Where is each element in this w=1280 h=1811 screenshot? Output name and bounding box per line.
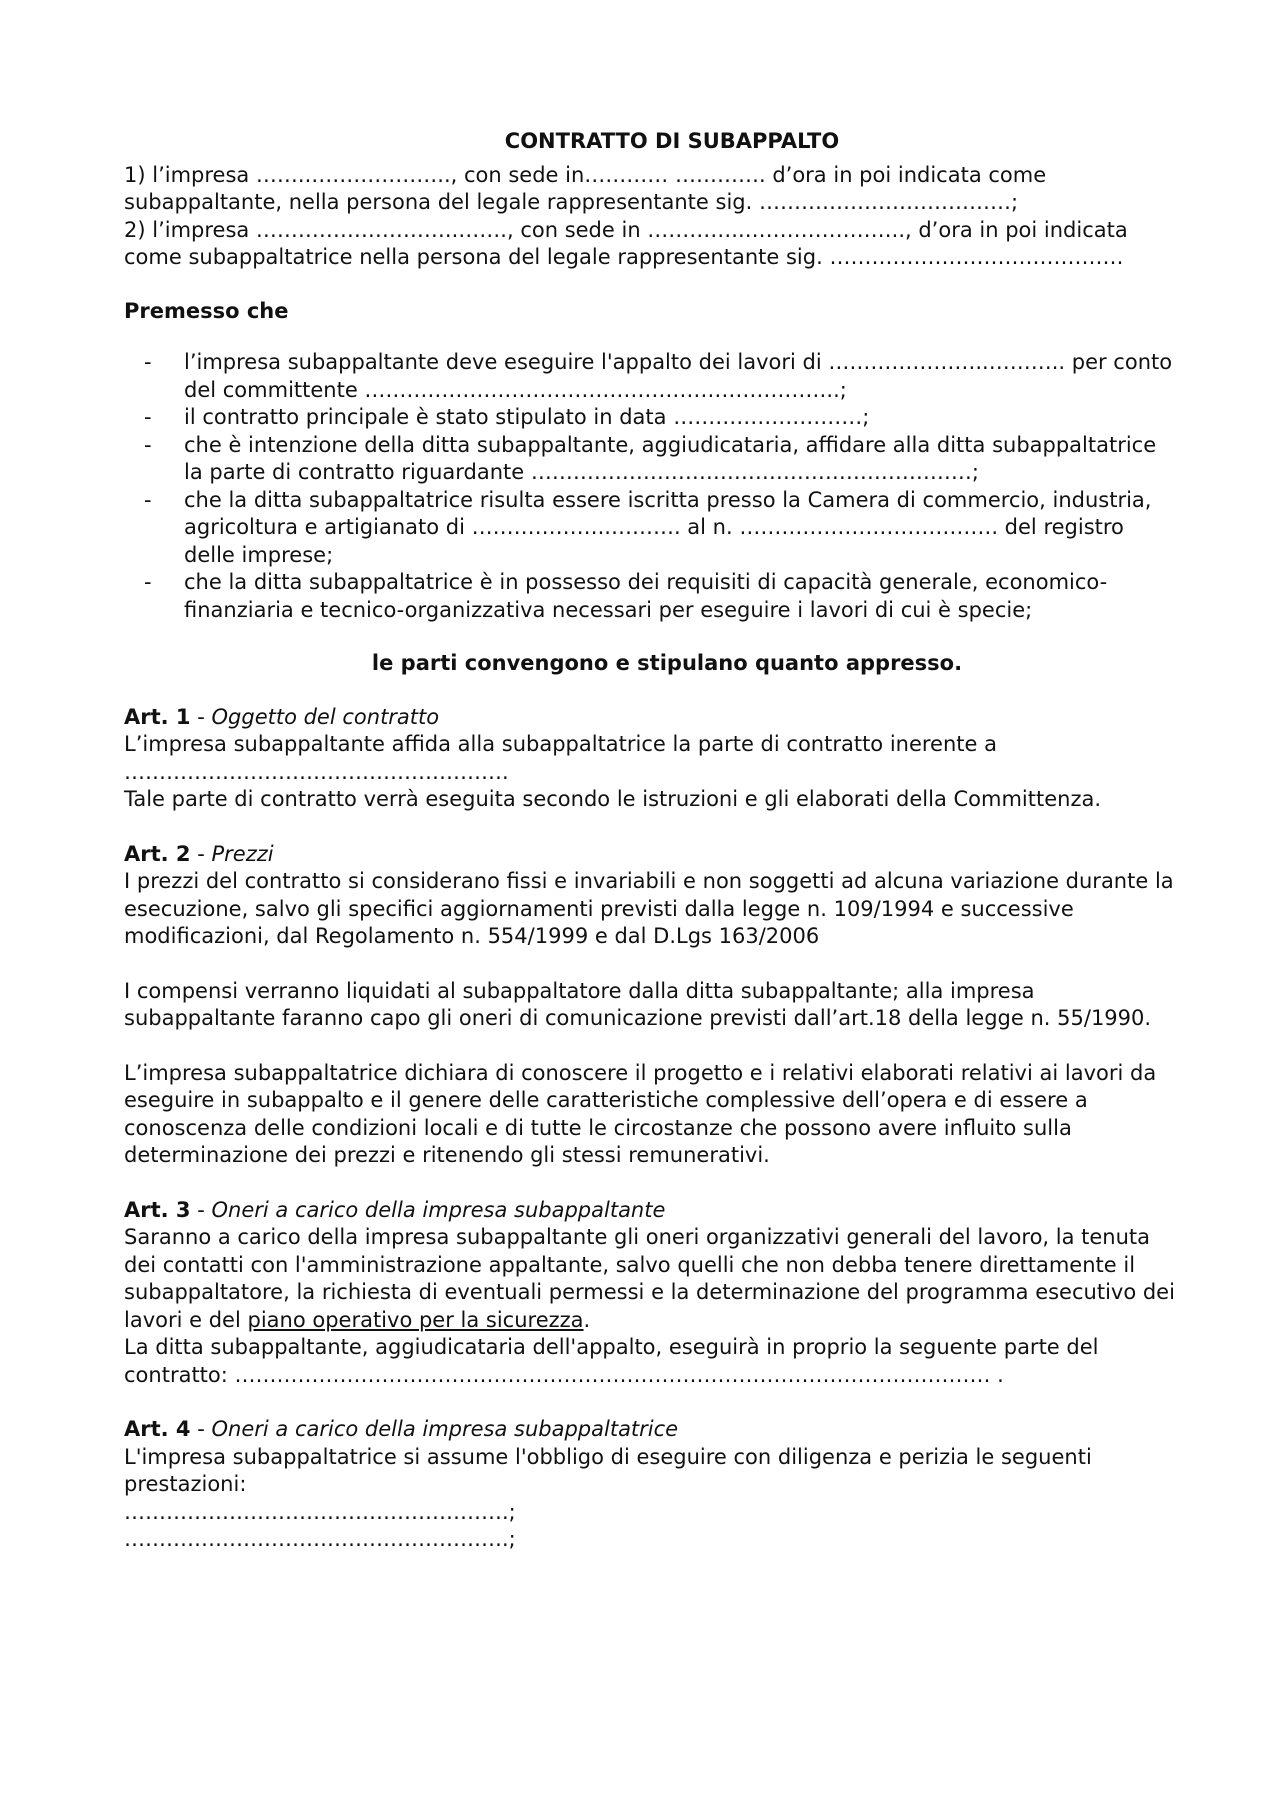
list-item-text: che è intenzione della ditta subappaltante, aggiudicataria, affidare alla ditta subappaltatrice la parte di contratto riguardante ………………………………………………………; <box>184 432 1157 484</box>
dash-bullet: - <box>144 350 152 374</box>
art-3-paragraph: La ditta subappaltante, aggiudicataria dell'appalto, eseguirà in proprio la seguente parte del contratto: ……………………………………………………………………………………………… . <box>124 1335 1099 1387</box>
piano-sicurezza-link[interactable]: piano operativo per la sicurezza <box>247 1307 584 1332</box>
art-1-title: Oggetto del contratto <box>211 704 440 729</box>
dash-bullet: - <box>144 432 152 457</box>
list-item <box>124 404 1180 432</box>
art-4-blank-line: ……………………………………………….; <box>124 1527 516 1551</box>
list-item-text: il contratto principale è stato stipulato in data ………………………; <box>184 405 870 429</box>
dash-bullet: - <box>144 405 152 429</box>
art-4-blank-line: ……………………………………………….; <box>124 1499 516 1524</box>
list-item-text: l’impresa subappaltante deve eseguire l'appalto dei lavori di …………………..……….. per conto del committente …………………………………………………………..; <box>184 350 1173 402</box>
list-item <box>124 487 1180 570</box>
art-2-separator: - <box>190 841 212 866</box>
art-1-label: Art. 1 <box>124 704 191 729</box>
art-4-heading <box>124 1416 1180 1444</box>
art-3-paragraph <box>124 1224 1180 1334</box>
premesso-list <box>124 349 1180 624</box>
list-item-text: che la ditta subappaltatrice è in possesso dei requisiti di capacità generale, economico-finanziaria e tecnico-organizzativa necessari per eseguire i lavori di cui è specie; <box>184 570 1108 622</box>
art-3-label: Art. 3 <box>124 1197 191 1222</box>
art-2-title: Prezzi <box>211 841 274 866</box>
convengono-heading: le parti convengono e stipulano quanto appresso. <box>371 651 963 675</box>
list-item <box>124 569 1180 624</box>
art-2-paragraph: L’impresa subappaltatrice dichiara di conoscere il progetto e i relativi elaborati relativi ai lavori da eseguire in subappalto e il genere delle caratteristiche complessive dell’opera e di essere a conoscenza delle condizioni locali e di tutte le circostanze che possono avere influito sulla determinazione dei prezzi e ritenendo gli stessi remunerativi. <box>124 1060 1157 1167</box>
art-4-paragraph: L'impresa subappaltatrice si assume l'obbligo di eseguire con diligenza e perizia le seguenti prestazioni: <box>124 1444 1092 1496</box>
art-3-text-end: . <box>583 1307 591 1332</box>
art-1-paragraph: Tale parte di contratto verrà eseguita secondo le istruzioni e gli elaborati della Committenza. <box>124 787 1102 811</box>
art-3-title: Oneri a carico della impresa subappaltante <box>211 1197 666 1222</box>
list-item <box>124 349 1180 404</box>
document-page <box>124 128 1180 1554</box>
art-3-text: Saranno a carico della impresa subappaltante gli oneri organizzativi generali del lavoro, la tenuta dei contatti con l'amministrazione appaltante, salvo quelli che non debba tenere direttamente il subappaltatore, la richiesta di eventuali permessi e la determinazione del programma esecutivo dei lavori e del <box>124 1225 1175 1332</box>
premesso-heading: Premesso che <box>124 298 289 323</box>
art-2-heading <box>124 841 1180 869</box>
list-item <box>124 432 1180 487</box>
art-3-separator: - <box>190 1197 212 1222</box>
party-2: 2) l’impresa ………………………..……., con sede in …………..………………….., d’ora in poi indicata come subappaltatrice nella persona del legale rappresentante sig. …………………………………… <box>124 217 1128 269</box>
art-2-paragraph: I compensi verranno liquidati al subappaltatore dalla ditta subappaltante; alla impresa subappaltante faranno capo gli oneri di comunicazione previsti dall’art.18 della legge n. 55/1990. <box>124 978 1152 1030</box>
art-1-heading <box>124 704 1180 732</box>
document-title: CONTRATTO DI SUBAPPALTO <box>504 129 840 153</box>
list-item-text: che la ditta subappaltatrice risulta essere iscritta presso la Camera di commercio, industria, agricoltura e artigianato di ………………..………. al n. ………………………………. del registro delle imprese; <box>184 487 1152 567</box>
art-1-paragraph: L’impresa subappaltante affida alla subappaltatrice la parte di contratto inerente a ………………………………………………. <box>124 732 997 784</box>
art-4-title: Oneri a carico della impresa subappaltatrice <box>211 1417 679 1441</box>
party-1: 1) l’impresa ……..……………….., con sede in………… …………. d’ora in poi indicata come subappaltante, nella persona del legale rappresentante sig. ………………………………; <box>124 162 1047 214</box>
art-4-label: Art. 4 <box>124 1417 191 1441</box>
art-3-heading <box>124 1197 1180 1225</box>
art-4-separator: - <box>190 1417 212 1441</box>
art-1-separator: - <box>190 704 212 729</box>
dash-bullet: - <box>144 570 152 594</box>
art-2-label: Art. 2 <box>124 841 191 866</box>
dash-bullet: - <box>144 487 152 512</box>
art-2-paragraph: I prezzi del contratto si considerano fissi e invariabili e non soggetti ad alcuna variazione durante la esecuzione, salvo gli specifici aggiornamenti previsti dalla legge n. 109/1994 e successive modificazioni, dal Regolamento n. 554/1999 e dal D.Lgs 163/2006 <box>124 869 1174 948</box>
